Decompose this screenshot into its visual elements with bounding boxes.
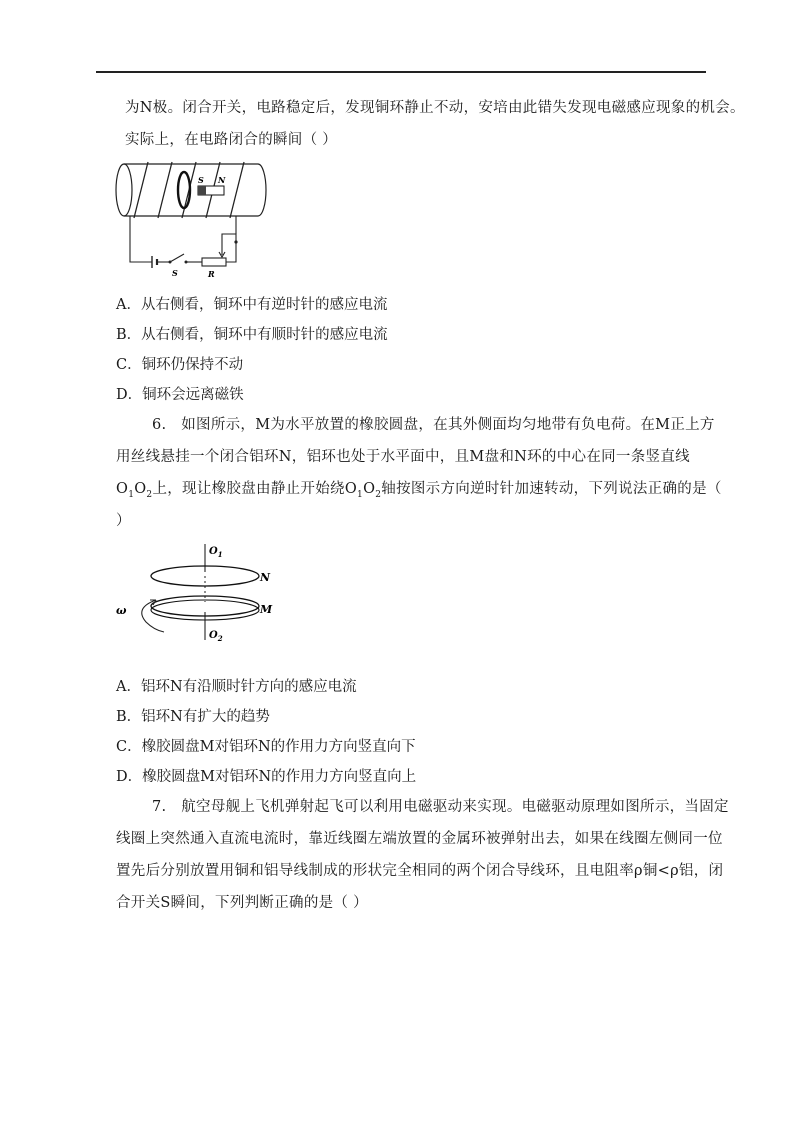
q6-option-d: D．橡胶圆盘M对铝环N的作用力方向竖直向上: [116, 769, 417, 785]
svg-text:O2: $O_2$: [209, 630, 223, 643]
q6-line-3: $O_1O_2$上，现让橡胶盘由静止开始绕$O_1O_2$轴按图示方向逆时针加速转动，下列说法正确的是（: [116, 481, 722, 500]
q5-option-c: C．铜环仍保持不动: [116, 357, 244, 373]
copper-ring: [178, 172, 190, 208]
q7-line-3: 置先后分别放置用铜和铝导线制成的形状完全相同的两个闭合导线环，且电阻率ρ铜<ρ铝，闭: [116, 863, 724, 879]
q5-option-d: D．铜环会远离磁铁: [116, 387, 244, 403]
q5-text-line-1: 为N极。闭合开关，电路稳定后，发现铜环静止不动，安培由此错失发现电磁感应现象的机会。: [125, 100, 745, 116]
svg-text:M: M: [260, 603, 273, 616]
q7-line-4: 合开关S瞬间，下列判断正确的是（ ）: [116, 895, 368, 911]
q5-option-a: A．从右侧看，铜环中有逆时针的感应电流: [116, 297, 388, 313]
svg-text:ω: ω: [116, 604, 127, 617]
q6-option-c: C．橡胶圆盘M对铝环N的作用力方向竖直向下: [116, 739, 416, 755]
q6-disc-ring-figure: [110, 536, 290, 648]
header-rule: [96, 71, 706, 73]
svg-text:N: N: [218, 175, 226, 185]
svg-text:S: S: [198, 175, 204, 185]
svg-text:R: R: [208, 269, 215, 279]
q6-line-2: 用丝线悬挂一个闭合铝环N，铝环也处于水平面中，且M盘和N环的中心在同一条竖直线: [116, 449, 690, 465]
q5-option-b: B．从右侧看，铜环中有顺时针的感应电流: [116, 327, 388, 343]
q5-solenoid-figure: [108, 150, 278, 280]
q5-text-line-2: 实际上，在电路闭合的瞬间（ ）: [125, 132, 338, 148]
q6-line-1: 6. 如图所示，M为水平放置的橡胶圆盘，在其外侧面均匀地带有负电荷。在M正上方: [152, 417, 715, 433]
svg-text:N: N: [260, 571, 271, 584]
q7-line-2: 线圈上突然通入直流电流时，靠近线圈左端放置的金属环被弹射出去，如果在线圈左侧同一位: [116, 831, 723, 847]
q6-option-b: B．铝环N有扩大的趋势: [116, 709, 270, 725]
q7-line-1: 7. 航空母舰上飞机弹射起飞可以利用电磁驱动来实现。电磁驱动原理如图所示，当固定: [152, 799, 729, 815]
q6-option-a: A．铝环N有沿顺时针方向的感应电流: [116, 679, 357, 695]
q6-line-4: ）: [116, 513, 131, 529]
svg-text:S: S: [172, 268, 178, 278]
svg-text:O1: $O_1$: [209, 546, 223, 559]
